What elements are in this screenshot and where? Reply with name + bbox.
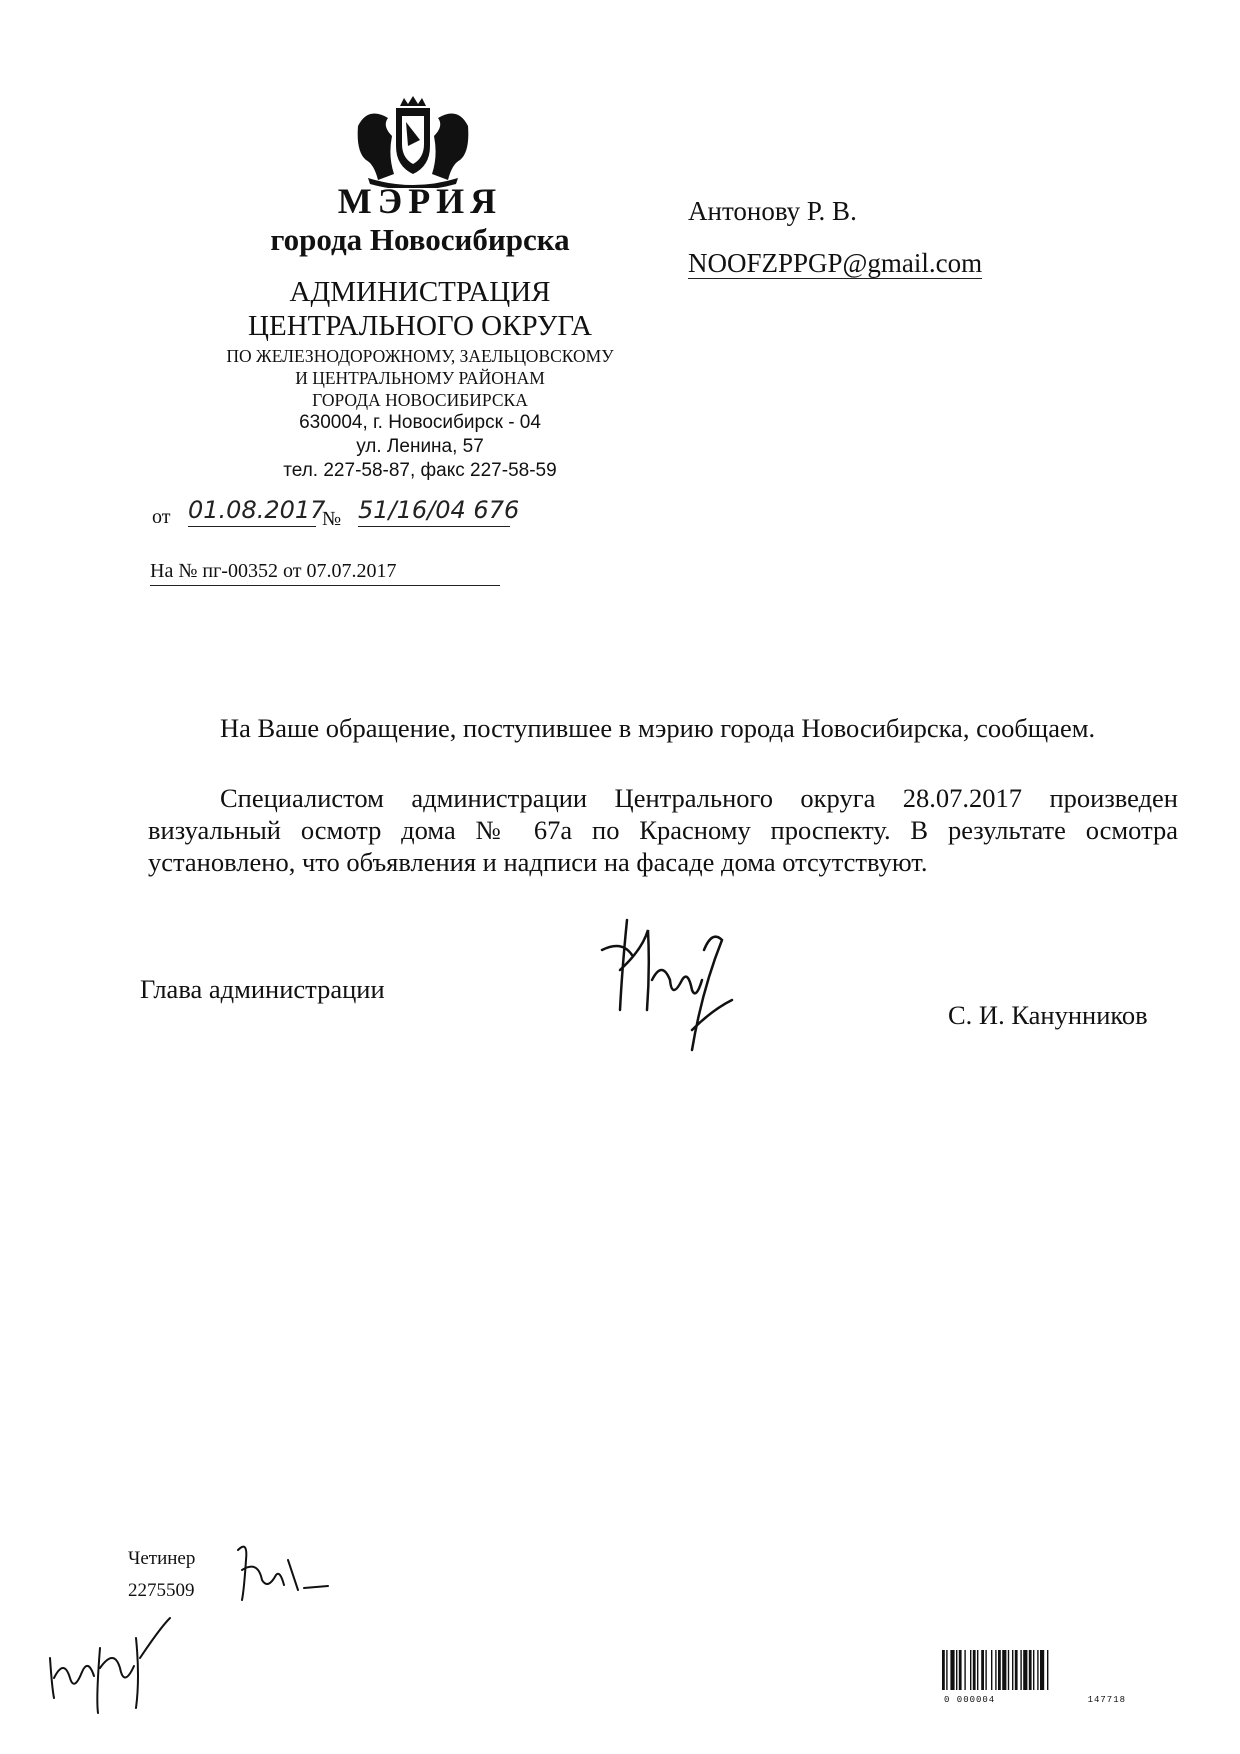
barcode-bar bbox=[981, 1650, 984, 1690]
barcode-bar bbox=[950, 1650, 954, 1690]
admin-name-line5: ГОРОДА НОВОСИБИРСКА bbox=[312, 390, 528, 410]
executor-signature bbox=[218, 1530, 338, 1610]
outgoing-number: 51/16/04 676 bbox=[358, 496, 510, 527]
handwritten-signature bbox=[592, 910, 762, 1060]
barcode-bar bbox=[985, 1650, 986, 1690]
outgoing-date-label: от bbox=[152, 506, 171, 528]
barcode-bar bbox=[998, 1650, 1001, 1690]
body-paragraph: Специалистом администрации Центрального округа 28.07.2017 произведен визуальный осмотр дома № 67а по Красному проспекту. В результате осмотра установлено, что объявления и надписи на фасаде дома отсутствуют. bbox=[148, 783, 1178, 877]
mayor-city: города Новосибирска bbox=[270, 222, 570, 257]
addressee-name: Антонову Р. В. bbox=[688, 196, 857, 226]
city-coat-of-arms-icon bbox=[338, 96, 488, 188]
barcode-bar bbox=[991, 1650, 992, 1690]
executor-phone: 2275509 bbox=[128, 1580, 195, 1601]
mayor-title: МЭРИЯ bbox=[337, 181, 503, 221]
barcode-bar bbox=[995, 1650, 996, 1690]
address-line1: 630004, г. Новосибирск - 04 bbox=[299, 412, 541, 433]
admin-name-line4: И ЦЕНТРАЛЬНОМУ РАЙОНАМ bbox=[295, 368, 545, 388]
admin-name-line1: АДМИНИСТРАЦИЯ bbox=[289, 276, 551, 308]
admin-name-line3: ПО ЖЕЛЕЗНОДОРОЖНОМУ, ЗАЕЛЬЦОВСКОМУ bbox=[226, 346, 614, 366]
addressee-email[interactable]: NOOFZPPGP@gmail.com bbox=[688, 248, 983, 278]
barcode-bar bbox=[1002, 1650, 1006, 1690]
barcode-bar bbox=[1047, 1650, 1048, 1690]
barcode-bar bbox=[1012, 1650, 1013, 1690]
barcode-right-code: 147718 bbox=[1087, 1695, 1126, 1705]
signatory-name: С. И. Канунников bbox=[948, 1000, 1148, 1030]
document-barcode bbox=[940, 1650, 1130, 1706]
address-line2: ул. Ленина, 57 bbox=[356, 436, 484, 457]
barcode-bar bbox=[959, 1650, 962, 1690]
barcode-bar bbox=[946, 1650, 947, 1690]
barcode-bar bbox=[1008, 1650, 1009, 1690]
barcode-bar bbox=[964, 1650, 965, 1690]
reply-reference: На № пг-00352 от 07.07.2017 bbox=[150, 560, 500, 586]
barcode-bar bbox=[1020, 1650, 1021, 1690]
address-line3: тел. 227-58-87, факс 227-58-59 bbox=[283, 460, 557, 481]
barcode-bar bbox=[1033, 1650, 1034, 1690]
barcode-bar bbox=[1023, 1650, 1027, 1690]
handwritten-initials bbox=[40, 1608, 180, 1718]
outgoing-date: 01.08.2017 bbox=[188, 496, 316, 527]
barcode-bar bbox=[1037, 1650, 1038, 1690]
barcode-left-code: 0 000004 bbox=[944, 1695, 996, 1705]
barcode-bar bbox=[1040, 1650, 1044, 1690]
barcode-bar bbox=[942, 1650, 945, 1690]
barcode-bar bbox=[1015, 1650, 1018, 1690]
outgoing-number-label: № bbox=[322, 508, 342, 530]
signatory-position: Глава администрации bbox=[140, 974, 385, 1004]
executor-name: Четинер bbox=[128, 1548, 196, 1569]
barcode-bar bbox=[1029, 1650, 1032, 1690]
barcode-icon bbox=[940, 1650, 1130, 1690]
barcode-bar bbox=[977, 1650, 978, 1690]
barcode-bar bbox=[973, 1650, 976, 1690]
admin-name-line2: ЦЕНТРАЛЬНОГО ОКРУГА bbox=[248, 310, 592, 342]
barcode-bar bbox=[956, 1650, 957, 1690]
body-paragraph: На Ваше обращение, поступившее в мэрию города Новосибирска, сообщаем. bbox=[220, 713, 1096, 743]
barcode-bar bbox=[970, 1650, 971, 1690]
